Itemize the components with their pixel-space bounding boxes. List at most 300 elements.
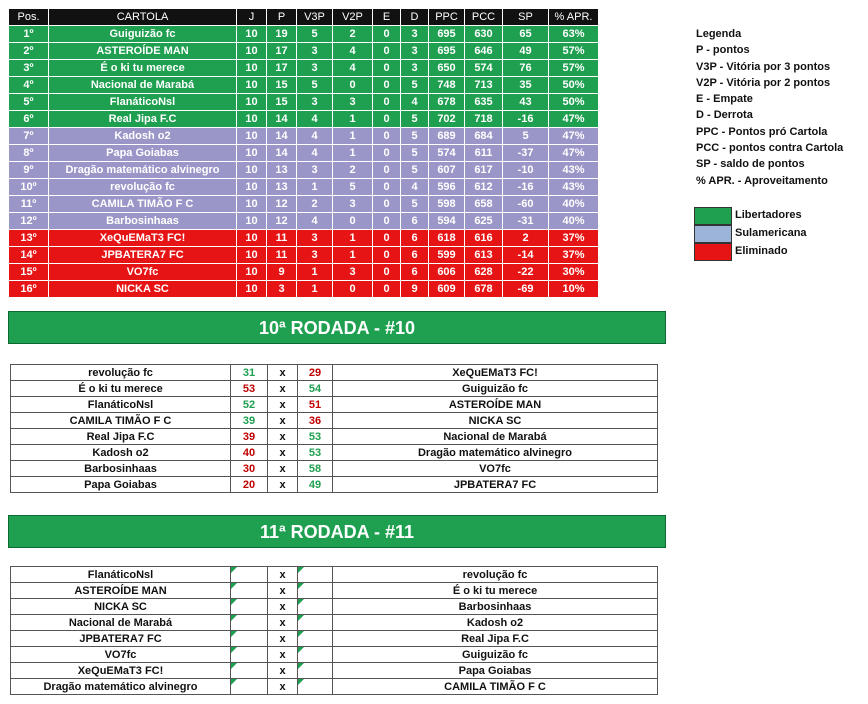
standings-cell: 5º <box>9 94 49 111</box>
standings-cell: Papa Goiabas <box>49 145 237 162</box>
legend <box>696 26 843 189</box>
col-header: J <box>237 9 267 26</box>
col-header: E <box>373 9 401 26</box>
home-team: Real Jipa F.C <box>11 429 231 445</box>
standings-cell: 14 <box>267 145 297 162</box>
standings-cell: 50% <box>549 77 599 94</box>
standings-cell: 613 <box>465 247 503 264</box>
home-team: Kadosh o2 <box>11 445 231 461</box>
standings-row <box>9 60 599 77</box>
legend-line: V3P - Vitória por 3 pontos <box>696 60 831 73</box>
away-score: 29 <box>298 365 333 381</box>
standings-cell: 3º <box>9 60 49 77</box>
vs-label: x <box>268 599 298 615</box>
standings-cell: 5 <box>503 128 549 145</box>
standings-cell: 748 <box>429 77 465 94</box>
away-score-cell[interactable] <box>298 615 333 631</box>
away-score: 51 <box>298 397 333 413</box>
standings-cell: 6 <box>401 213 429 230</box>
round-10-matches-table <box>10 364 658 493</box>
standings-cell: -16 <box>503 111 549 128</box>
standings-cell: 43 <box>503 94 549 111</box>
home-score: 30 <box>231 461 268 477</box>
legend-line: PPC - Pontos pró Cartola <box>696 125 828 138</box>
standings-cell: 12º <box>9 213 49 230</box>
standings-cell: 40% <box>549 213 599 230</box>
away-score-cell[interactable] <box>298 599 333 615</box>
standings-cell: 678 <box>465 281 503 298</box>
col-header: V3P <box>297 9 333 26</box>
standings-cell: 1º <box>9 26 49 43</box>
standings-cell: 14 <box>267 128 297 145</box>
standings-cell: XeQuEMaT3 FC! <box>49 230 237 247</box>
standings-cell: 50% <box>549 94 599 111</box>
standings-cell: 2 <box>333 26 373 43</box>
standings-cell: 574 <box>465 60 503 77</box>
standings-cell: 6 <box>401 264 429 281</box>
standings-row <box>9 111 599 128</box>
col-header: CARTOLA <box>49 9 237 26</box>
standings-cell: 9 <box>401 281 429 298</box>
vs-label: x <box>268 397 298 413</box>
home-team: Dragão matemático alvinegro <box>11 679 231 695</box>
standings-table <box>8 8 599 298</box>
standings-cell: 0 <box>333 213 373 230</box>
standings-cell: -60 <box>503 196 549 213</box>
home-team: FlanáticoNsl <box>11 397 231 413</box>
standings-cell: 3 <box>333 264 373 281</box>
standings-cell: 6 <box>401 230 429 247</box>
standings-cell: 1 <box>333 247 373 264</box>
standings-cell: 10 <box>237 196 267 213</box>
cell-comment-marker-icon <box>298 679 304 685</box>
standings-cell: 5 <box>333 179 373 196</box>
standings-cell: 702 <box>429 111 465 128</box>
standings-cell: 15º <box>9 264 49 281</box>
standings-cell: 0 <box>373 213 401 230</box>
standings-cell: 10 <box>237 247 267 264</box>
home-score-cell[interactable] <box>231 679 268 695</box>
away-team: Nacional de Marabá <box>333 429 658 445</box>
standings-cell: 2 <box>297 196 333 213</box>
standings-cell: 616 <box>465 230 503 247</box>
home-score: 53 <box>231 381 268 397</box>
away-team: Papa Goiabas <box>333 663 658 679</box>
standings-cell: -31 <box>503 213 549 230</box>
standings-cell: 0 <box>373 77 401 94</box>
home-team: É o ki tu merece <box>11 381 231 397</box>
legend-line: V2P - Vitória por 2 pontos <box>696 76 831 89</box>
standings-cell: 5 <box>401 77 429 94</box>
standings-cell: 10 <box>237 264 267 281</box>
cell-comment-marker-icon <box>231 663 237 669</box>
standings-cell: 1 <box>297 264 333 281</box>
standings-cell: FlanáticoNsl <box>49 94 237 111</box>
standings-cell: 617 <box>465 162 503 179</box>
home-team: FlanáticoNsl <box>11 567 231 583</box>
standings-cell: 0 <box>373 196 401 213</box>
cell-comment-marker-icon <box>231 615 237 621</box>
standings-cell: 17 <box>267 60 297 77</box>
standings-cell: 37% <box>549 247 599 264</box>
standings-row <box>9 162 599 179</box>
standings-cell: 630 <box>465 26 503 43</box>
standings-cell: 0 <box>373 94 401 111</box>
home-score: 20 <box>231 477 268 493</box>
standings-cell: 1 <box>333 128 373 145</box>
vs-label: x <box>268 583 298 599</box>
standings-cell: 47% <box>549 111 599 128</box>
cell-comment-marker-icon <box>231 583 237 589</box>
standings-cell: 0 <box>373 26 401 43</box>
legend-line: SP - saldo de pontos <box>696 158 805 171</box>
standings-cell: 10 <box>237 94 267 111</box>
standings-cell: 650 <box>429 60 465 77</box>
standings-cell: 1 <box>297 179 333 196</box>
standings-cell: 3 <box>297 94 333 111</box>
away-score-cell[interactable] <box>298 583 333 599</box>
vs-label: x <box>268 477 298 493</box>
standings-cell: 695 <box>429 43 465 60</box>
away-score-cell[interactable] <box>298 631 333 647</box>
standings-cell: 0 <box>333 281 373 298</box>
legend-title: Legenda <box>696 28 742 40</box>
standings-cell: 3 <box>297 43 333 60</box>
home-score-cell[interactable] <box>231 567 268 583</box>
standings-cell: 3 <box>401 26 429 43</box>
standings-cell: 0 <box>373 162 401 179</box>
standings-cell: NICKA SC <box>49 281 237 298</box>
standings-cell: 4 <box>297 145 333 162</box>
standings-cell: É o ki tu merece <box>49 60 237 77</box>
away-score-cell[interactable] <box>298 647 333 663</box>
standings-cell: 658 <box>465 196 503 213</box>
standings-cell: 13º <box>9 230 49 247</box>
away-team: XeQuEMaT3 FC! <box>333 365 658 381</box>
standings-cell: 625 <box>465 213 503 230</box>
standings-cell: 9º <box>9 162 49 179</box>
standings-cell: 3 <box>297 247 333 264</box>
col-header: P <box>267 9 297 26</box>
standings-row <box>9 145 599 162</box>
home-team: NICKA SC <box>11 599 231 615</box>
vs-label: x <box>268 679 298 695</box>
standings-row <box>9 179 599 196</box>
standings-cell: 1 <box>333 230 373 247</box>
standings-cell: 6 <box>401 247 429 264</box>
col-header: SP <box>503 9 549 26</box>
legend-line: P - pontos <box>696 44 750 57</box>
standings-cell: Guiguizão fc <box>49 26 237 43</box>
cell-comment-marker-icon <box>298 567 304 573</box>
away-team: Kadosh o2 <box>333 615 658 631</box>
standings-cell: 6º <box>9 111 49 128</box>
cell-comment-marker-icon <box>231 679 237 685</box>
standings-cell: -14 <box>503 247 549 264</box>
standings-cell: VO7fc <box>49 264 237 281</box>
match-row <box>11 599 658 615</box>
standings-cell: 8º <box>9 145 49 162</box>
match-row <box>11 365 658 381</box>
standings-cell: 4º <box>9 77 49 94</box>
standings-cell: revolução fc <box>49 179 237 196</box>
away-score-cell[interactable] <box>298 663 333 679</box>
home-score-cell[interactable] <box>231 615 268 631</box>
home-score: 52 <box>231 397 268 413</box>
away-team: ASTEROÍDE MAN <box>333 397 658 413</box>
standings-cell: 3 <box>267 281 297 298</box>
match-row <box>11 647 658 663</box>
away-team: VO7fc <box>333 461 658 477</box>
standings-cell: 47% <box>549 128 599 145</box>
standings-cell: 0 <box>373 179 401 196</box>
cell-comment-marker-icon <box>298 599 304 605</box>
away-team: Barbosinhaas <box>333 599 658 615</box>
away-team: CAMILA TIMÃO F C <box>333 679 658 695</box>
standings-cell: 57% <box>549 60 599 77</box>
standings-cell: 5 <box>401 162 429 179</box>
home-score: 39 <box>231 429 268 445</box>
legend-key-eliminado-swatch <box>694 243 732 261</box>
standings-cell: 0 <box>373 111 401 128</box>
standings-cell: 10º <box>9 179 49 196</box>
match-row <box>11 615 658 631</box>
standings-cell: 43% <box>549 179 599 196</box>
match-row <box>11 397 658 413</box>
standings-cell: 3 <box>333 196 373 213</box>
legend-key-libertadores-label: Libertadores <box>735 209 802 221</box>
home-score: 40 <box>231 445 268 461</box>
standings-header-row <box>9 9 599 26</box>
standings-cell: -37 <box>503 145 549 162</box>
standings-row <box>9 43 599 60</box>
standings-cell: 3 <box>401 60 429 77</box>
home-team: revolução fc <box>11 365 231 381</box>
standings-cell: 4 <box>297 128 333 145</box>
legend-line: PCC - pontos contra Cartola <box>696 142 844 155</box>
standings-cell: 43% <box>549 162 599 179</box>
standings-cell: 10 <box>237 213 267 230</box>
vs-label: x <box>268 461 298 477</box>
standings-cell: 10 <box>237 162 267 179</box>
standings-cell: 14 <box>267 111 297 128</box>
away-team: É o ki tu merece <box>333 583 658 599</box>
standings-cell: 0 <box>373 281 401 298</box>
standings-cell: 599 <box>429 247 465 264</box>
match-row <box>11 429 658 445</box>
standings-cell: 10 <box>237 281 267 298</box>
standings-cell: 19 <box>267 26 297 43</box>
standings-cell: 0 <box>373 247 401 264</box>
standings-cell: 10 <box>237 179 267 196</box>
away-team: JPBATERA7 FC <box>333 477 658 493</box>
home-score-cell[interactable] <box>231 663 268 679</box>
away-team: revolução fc <box>333 567 658 583</box>
vs-label: x <box>268 567 298 583</box>
away-score-cell[interactable] <box>298 679 333 695</box>
away-team: Guiguizão fc <box>333 647 658 663</box>
standings-cell: 30% <box>549 264 599 281</box>
standings-cell: 10 <box>237 43 267 60</box>
standings-cell: 598 <box>429 196 465 213</box>
vs-label: x <box>268 445 298 461</box>
standings-cell: 76 <box>503 60 549 77</box>
cell-comment-marker-icon <box>231 631 237 637</box>
standings-cell: 12 <box>267 196 297 213</box>
round-11-matches-table <box>10 566 658 695</box>
standings-cell: -69 <box>503 281 549 298</box>
cell-comment-marker-icon <box>298 663 304 669</box>
standings-cell: 4 <box>297 111 333 128</box>
standings-cell: 0 <box>373 264 401 281</box>
standings-cell: 10% <box>549 281 599 298</box>
col-header: D <box>401 9 429 26</box>
standings-cell: 0 <box>373 60 401 77</box>
standings-cell: 10 <box>237 230 267 247</box>
standings-cell: 4 <box>401 94 429 111</box>
match-row <box>11 461 658 477</box>
standings-cell: 11º <box>9 196 49 213</box>
cell-comment-marker-icon <box>298 631 304 637</box>
standings-cell: -10 <box>503 162 549 179</box>
cell-comment-marker-icon <box>298 615 304 621</box>
standings-cell: 2 <box>503 230 549 247</box>
standings-cell: 635 <box>465 94 503 111</box>
standings-cell: 10 <box>237 77 267 94</box>
away-score: 36 <box>298 413 333 429</box>
standings-cell: 63% <box>549 26 599 43</box>
standings-cell: 611 <box>465 145 503 162</box>
standings-cell: 3 <box>297 60 333 77</box>
standings-row <box>9 128 599 145</box>
standings-cell: 57% <box>549 43 599 60</box>
standings-cell: 612 <box>465 179 503 196</box>
standings-cell: 695 <box>429 26 465 43</box>
standings-cell: Nacional de Marabá <box>49 77 237 94</box>
away-score: 54 <box>298 381 333 397</box>
standings-cell: 10 <box>237 60 267 77</box>
standings-cell: 1 <box>333 111 373 128</box>
legend-line: D - Derrota <box>696 109 753 122</box>
standings-cell: 609 <box>429 281 465 298</box>
standings-cell: 9 <box>267 264 297 281</box>
standings-cell: 11 <box>267 230 297 247</box>
standings-row <box>9 230 599 247</box>
standings-cell: 7º <box>9 128 49 145</box>
round-10-banner: 10ª RODADA - #10 <box>8 311 666 344</box>
round-11-banner: 11ª RODADA - #11 <box>8 515 666 548</box>
standings-row <box>9 281 599 298</box>
match-row <box>11 631 658 647</box>
standings-cell: JPBATERA7 FC <box>49 247 237 264</box>
legend-line: % APR. - Aproveitamento <box>696 174 828 187</box>
col-header: % APR. <box>549 9 599 26</box>
vs-label: x <box>268 381 298 397</box>
standings-cell: 713 <box>465 77 503 94</box>
standings-cell: 689 <box>429 128 465 145</box>
standings-cell: 628 <box>465 264 503 281</box>
home-team: Barbosinhaas <box>11 461 231 477</box>
legend-key-sulamericana-swatch <box>694 225 732 243</box>
standings-cell: 0 <box>373 145 401 162</box>
standings-cell: 607 <box>429 162 465 179</box>
home-score: 39 <box>231 413 268 429</box>
standings-cell: 37% <box>549 230 599 247</box>
home-team: VO7fc <box>11 647 231 663</box>
home-score-cell[interactable] <box>231 599 268 615</box>
vs-label: x <box>268 663 298 679</box>
home-team: Nacional de Marabá <box>11 615 231 631</box>
standings-cell: 12 <box>267 213 297 230</box>
standings-cell: 678 <box>429 94 465 111</box>
away-team: NICKA SC <box>333 413 658 429</box>
standings-cell: 15 <box>267 94 297 111</box>
away-score: 53 <box>298 445 333 461</box>
standings-cell: 0 <box>373 128 401 145</box>
vs-label: x <box>268 615 298 631</box>
match-row <box>11 413 658 429</box>
standings-cell: 4 <box>297 213 333 230</box>
standings-cell: -16 <box>503 179 549 196</box>
home-team: JPBATERA7 FC <box>11 631 231 647</box>
home-score-cell[interactable] <box>231 647 268 663</box>
standings-cell: 646 <box>465 43 503 60</box>
match-row <box>11 567 658 583</box>
standings-cell: 3 <box>297 230 333 247</box>
standings-cell: 606 <box>429 264 465 281</box>
home-team: ASTEROÍDE MAN <box>11 583 231 599</box>
vs-label: x <box>268 429 298 445</box>
standings-row <box>9 196 599 213</box>
standings-cell: 40% <box>549 196 599 213</box>
standings-cell: 574 <box>429 145 465 162</box>
standings-cell: 5 <box>401 111 429 128</box>
standings-cell: 718 <box>465 111 503 128</box>
legend-key-eliminado-label: Eliminado <box>735 245 788 257</box>
away-score-cell[interactable] <box>298 567 333 583</box>
standings-cell: 10 <box>237 26 267 43</box>
legend-key-sulamericana-label: Sulamericana <box>735 227 807 239</box>
legend-key-libertadores-swatch <box>694 207 732 225</box>
home-score-cell[interactable] <box>231 631 268 647</box>
away-team: Guiguizão fc <box>333 381 658 397</box>
col-header: V2P <box>333 9 373 26</box>
col-header: Pos. <box>9 9 49 26</box>
standings-row <box>9 94 599 111</box>
home-team: Papa Goiabas <box>11 477 231 493</box>
standings-cell: 47% <box>549 145 599 162</box>
cell-comment-marker-icon <box>298 583 304 589</box>
standings-cell: 17 <box>267 43 297 60</box>
standings-cell: 3 <box>333 94 373 111</box>
home-team: XeQuEMaT3 FC! <box>11 663 231 679</box>
standings-cell: 10 <box>237 145 267 162</box>
cell-comment-marker-icon <box>298 647 304 653</box>
home-score-cell[interactable] <box>231 583 268 599</box>
standings-cell: 4 <box>333 43 373 60</box>
match-row <box>11 663 658 679</box>
standings-cell: 13 <box>267 179 297 196</box>
match-row <box>11 679 658 695</box>
vs-label: x <box>268 365 298 381</box>
standings-cell: 2º <box>9 43 49 60</box>
vs-label: x <box>268 647 298 663</box>
standings-cell: 594 <box>429 213 465 230</box>
standings-cell: 10 <box>237 128 267 145</box>
match-row <box>11 445 658 461</box>
standings-row <box>9 26 599 43</box>
standings-cell: 11 <box>267 247 297 264</box>
